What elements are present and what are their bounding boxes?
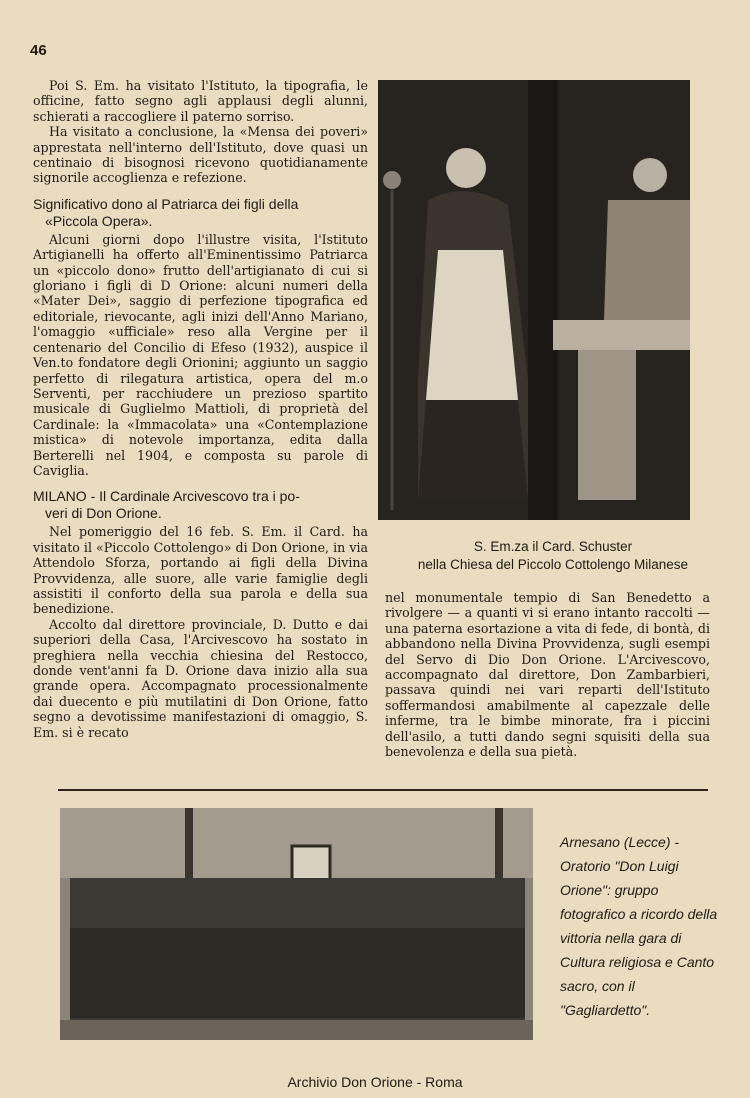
photo-cardinal-schuster — [378, 80, 690, 520]
divider-rule — [58, 789, 708, 791]
caption-line: S. Em.za il Card. Schuster — [473, 539, 633, 554]
section-heading-milano — [33, 488, 368, 522]
heading-text: Significativo dono al Patriarca dei figli della — [33, 195, 299, 212]
archive-footer: Archivio Don Orione - Roma — [287, 1074, 463, 1090]
photo-bottom-caption: Arnesano (Lecce) - Oratorio "Don Luigi Orione": gruppo fotografico a ricordo della vittoria nella gara di Cultura religiosa e Canto sacro, con il "Gagliardetto". — [560, 834, 718, 1018]
heading-subtext: «Piccola Opera». — [45, 212, 153, 229]
caption-line: nella Chiesa del Piccolo Cottolengo Milanese — [417, 557, 689, 572]
paragraph: nel monumentale tempio di San Benedetto a rivolgere — a quanti vi si erano intanto raccolti — una paterna esortazione a vita di fede, di bontà, di abbandono nella Divina Provvidenza, sugli esempi del Servo di Dio Don Orione. L'Arcivescovo, accompagnato dal direttore, Don Zambarbieri, passava quindi nei vari reparti dell'Istituto soffermandosi amabilmente al capezzale delle inferme, tra le bimbe minorate, fra i piccini dell'asilo, a tutti dando segni squisiti della sua benevolenza e della sua pietà. — [385, 590, 710, 760]
photo-illustration — [60, 808, 533, 1040]
photo-group-arnesano — [60, 808, 533, 1040]
left-column — [33, 78, 368, 740]
paragraph: Ha visitato a conclusione, la «Mensa dei poveri» apprestata nell'interno dell'Istituto, dove quasi un centinaio di bisognosi ricevono quotidianamente signorile accoglienza e refezione. — [33, 124, 368, 186]
photo-top-caption — [376, 538, 730, 574]
paragraph: Nel pomeriggio del 16 feb. S. Em. il Card. ha visitato il «Piccolo Cottolengo» di Don Orione, in via Attendolo Sforza, portando ai figli della Divina Provvidenza, alle suore, alle varie famiglie degli assistiti il conforto della sua parola e della sua benedizione. — [33, 524, 368, 617]
photo-illustration — [378, 80, 690, 520]
right-column — [385, 590, 710, 759]
page-number: 46 — [30, 42, 47, 59]
heading-subtext: veri di Don Orione. — [45, 505, 162, 522]
paragraph: Alcuni giorni dopo l'illustre visita, l'Istituto Artigianelli ha offerto all'Eminentissimo Patriarca un «piccolo dono» frutto dell'artigianato di cui si gloriano i figli di D Orione: alcuni numeri della «Mater Dei», saggio di perfezione tipografica ed editoriale, rievocante, agli inizi dell'Anno Mariano, l'omaggio «ufficiale» reso alla Vergine per il centenario del Concilio di Efeso (1932), auspice il Ven.to fondatore degli Orionini; aggiunto un saggio perfetto di rilegatura artistica, opera del m.o Serventi, per racchiudere un prezioso spartito musicale di Guglielmo Mattioli, di proprietà del Cardinale: la «Immacolata» una «Contemplazione mistica» di notevole importanza, edita dalla Berterelli nel 1904, e composta su parole di Caviglia. — [33, 231, 368, 478]
section-heading-gift — [33, 196, 368, 230]
heading-text: MILANO - Il Cardinale Arcivescovo tra i po- — [33, 488, 300, 505]
paragraph: Poi S. Em. ha visitato l'Istituto, la tipografia, le officine, fatto segno agli applausi degli alunni, schierati a raccogliere il paterno sorriso. — [33, 78, 368, 124]
paragraph: Accolto dal direttore provinciale, D. Dutto e dai superiori della Casa, l'Arcivescovo ha sostato in preghiera nella vecchia chiesina del Restocco, donde vent'anni fa D. Orione dava inizio alla sua grande opera. Accompagnato processionalmente dai duecento e più mutilatini di Don Orione, fatto segno a devotissime manifestazioni di omaggio, S. Em. si è recato — [33, 616, 368, 740]
